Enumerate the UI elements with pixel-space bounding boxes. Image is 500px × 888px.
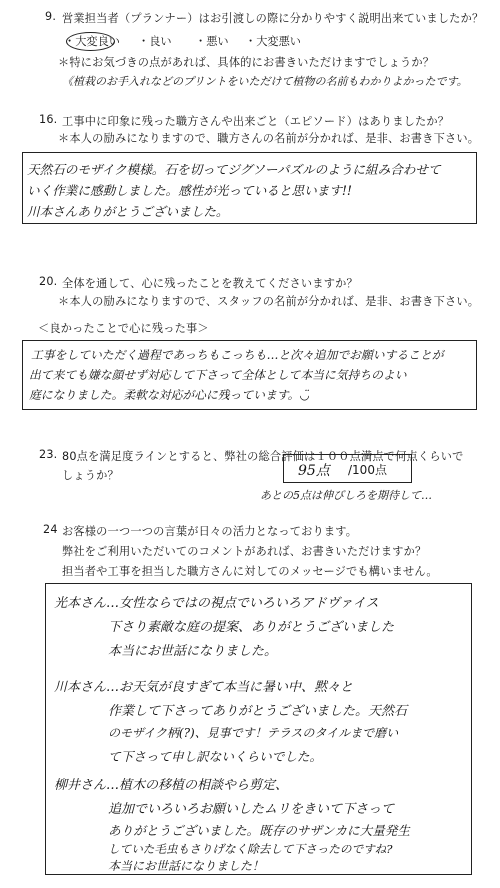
q16-answer-box[interactable]: [22, 152, 477, 224]
q24-answer-line-2: 下さり素敵な庭の提案、ありがとうございました: [108, 620, 395, 635]
q9-option-good[interactable]: ・良い: [138, 35, 172, 48]
q24-number: 24: [43, 523, 58, 536]
q24-answer-line-12: 本当にお世話になりました！: [108, 859, 265, 873]
q24-answer-line-11: していた毛虫もさりげなく除去して下さったのですね?: [108, 842, 393, 856]
q9-title: 営業担当者（プランナー）はお引渡しの際に分かりやすく説明出来ていましたか？: [62, 12, 484, 25]
q20-answer-box[interactable]: [22, 340, 477, 410]
q24-line-3: 担当者や工事を担当した職方さんに対してのメッセージでも構いません。: [62, 565, 438, 578]
q24-answer-line-8: 柳井さん…植木の移植の相談やら剪定、: [54, 778, 289, 793]
q24-answer-line-7: て下さって申し訳ないくらいでした。: [108, 749, 323, 764]
q20-number: 20.: [39, 275, 58, 288]
score-value: 95点: [298, 463, 330, 479]
q23-title-line-1: 80点を満足度ラインとすると、弊社の総合評価は１００点満点で何点くらいで: [62, 450, 464, 463]
q9-option-very-good[interactable]: ・大変良い: [64, 35, 120, 48]
q23-title-line-2: しょうか？: [62, 469, 119, 482]
q24-answer-line-5: 作業して下さってありがとうございました。天然石: [108, 704, 408, 719]
q24-answer-box[interactable]: [45, 583, 472, 875]
q24-answer-line-4: 川本さん…お天気が良すぎて本当に暑い中、黙々と: [54, 680, 354, 695]
q16-answer-line-1: 天然石のモザイク模様。石を切ってジグソーパズルのように組み合わせて: [27, 162, 441, 177]
q9-number: 9.: [45, 10, 57, 23]
q20-note: ＊本人の励みになりますので、スタッフの名前が分かれば、是非、お書き下さい。: [58, 295, 480, 308]
q9-prompt: ＊特にお気づきの点があれば、具体的にお書きいただけますでしょうか？: [58, 56, 435, 69]
q16-note: ＊本人の励みになりますので、職方さんの名前が分かれば、是非、お書き下さい。: [58, 132, 480, 145]
q20-subhead: ＜良かったことで心に残った事＞: [38, 322, 209, 335]
q9-option-bad[interactable]: ・悪い: [195, 35, 229, 48]
score-comment: あとの5点は伸びしろを期待して…: [260, 489, 432, 502]
q24-line-1: お客様の一つ一つの言葉が日々の活力となっております。: [62, 525, 358, 538]
q16-answer-line-3: 川本さんありがとうございました。: [27, 204, 229, 219]
q16-answer-line-2: いく作業に感動しました。感性が光っていると思います!!: [27, 183, 352, 198]
q24-answer-line-1: 光本さん…女性ならではの視点でいろいろアドヴァイス: [54, 596, 379, 611]
q24-answer-line-9: 追加でいろいろお願いしたムリをきいて下さって: [108, 802, 395, 817]
q24-line-2: 弊社をご利用いただいてのコメントがあれば、お書きいただけますか？: [62, 545, 427, 558]
q9-option-very-bad[interactable]: ・大変悪い: [245, 35, 301, 48]
q20-title: 全体を通して、心に残ったことを教えてくださいますか？: [62, 277, 358, 290]
score-box[interactable]: [283, 454, 412, 483]
score-max: /100点: [348, 463, 387, 477]
q20-answer-line-3: 庭になりました。柔軟な対応が心に残っています。◡̈: [29, 388, 310, 402]
q16-number: 16.: [39, 113, 58, 126]
q23-number: 23.: [39, 448, 58, 461]
q16-title: 工事中に印象に残った職方さんや出来ごと（エピソード）はありましたか？: [62, 115, 450, 128]
q20-answer-line-2: 出て来ても嫌な顔せず対応して下さって全体として本当に気持ちのよい: [29, 368, 407, 382]
q24-answer-line-3: 本当にお世話になりました。: [108, 644, 278, 659]
q24-answer-line-6: のモザイク柄(?)、見事です！テラスのタイルまで磨い: [108, 726, 399, 740]
q24-answer-line-10: ありがとうございました。既存のサザンカに大量発生: [108, 823, 410, 838]
q9-answer: 《植栽のお手入れなどのプリントをいただけて植物の名前もわかりよかったです。: [62, 75, 468, 88]
q20-answer-line-1: 工事をしていただく過程であっちもこっちも…と次々追加でお願いすることが: [31, 348, 444, 362]
